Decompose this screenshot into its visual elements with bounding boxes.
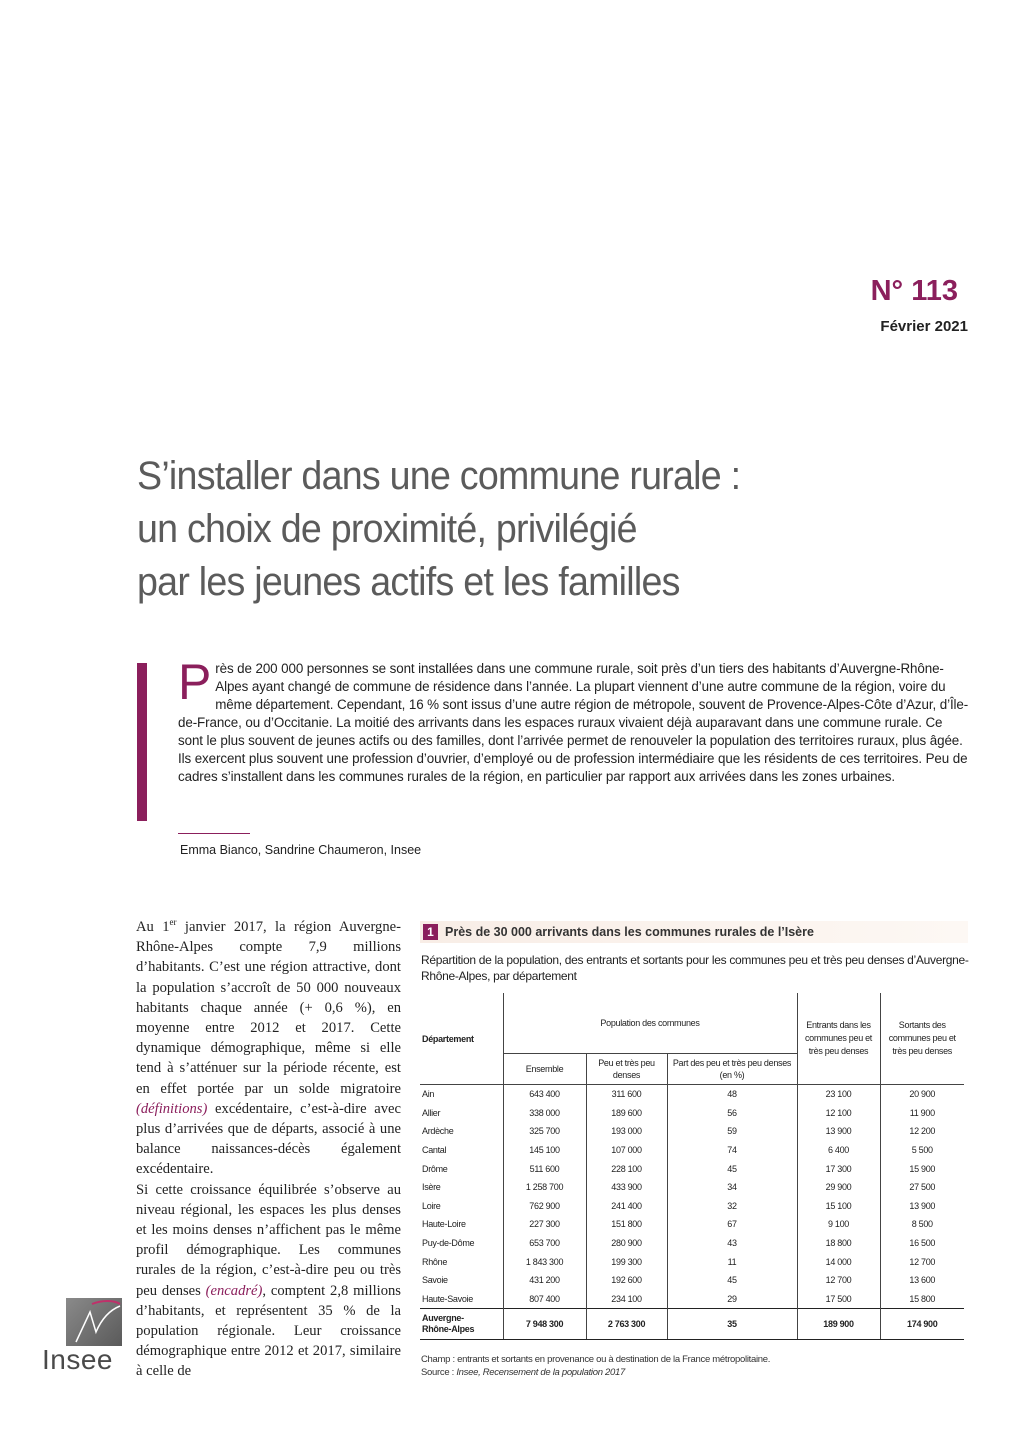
figure-title: Près de 30 000 arrivants dans les communes rurales de l’Isère <box>445 925 814 939</box>
abstract <box>178 654 970 786</box>
issue-date: Février 2021 <box>880 318 968 335</box>
table-row <box>420 1122 964 1141</box>
figure-notes <box>421 1353 770 1379</box>
body-text-run: excédentaire, c’est-à-dire avec plus d’arrivées que de départs, associé à une balance naissances-décès également excédentaire. <box>136 1100 401 1178</box>
title-line-2: un choix de proximité, privilégié <box>137 507 637 551</box>
total-label-line-1: Auvergne- <box>422 1313 464 1324</box>
total-label-line-2: Rhône-Alpes <box>422 1324 475 1335</box>
table-cell-part: 11 <box>667 1252 797 1271</box>
table-cell-peu: 193 000 <box>586 1122 667 1141</box>
table-cell-dep: Puy-de-Dôme <box>422 1238 475 1249</box>
table-cell-ensemble: 7 948 300 <box>503 1309 586 1340</box>
abstract-dropcap: P <box>178 654 212 710</box>
table-cell-part: 45 <box>667 1159 797 1178</box>
table-cell-entrants: 14 000 <box>797 1252 880 1271</box>
table-cell-peu: 280 900 <box>586 1234 667 1253</box>
figure-number: 1 <box>423 924 438 940</box>
header-ensemble: Ensemble <box>503 1054 586 1085</box>
table-cell-sortants: 15 800 <box>880 1290 964 1309</box>
note-champ: Champ : entrants et sortants en provenance ou à destination de la France métropolitaine. <box>421 1354 771 1365</box>
page-title <box>137 450 851 609</box>
table-cell-peu: 433 900 <box>586 1178 667 1197</box>
table-cell-part: 74 <box>667 1141 797 1160</box>
insee-logo-mark <box>66 1298 122 1346</box>
table-cell-dep: Rhône <box>422 1256 448 1267</box>
table-cell-entrants: 189 900 <box>797 1309 880 1340</box>
table-cell-ensemble: 643 400 <box>503 1085 586 1104</box>
table-cell-entrants: 15 100 <box>797 1197 880 1216</box>
table-cell-ensemble: 227 300 <box>503 1215 586 1234</box>
table-cell-entrants: 23 100 <box>797 1085 880 1104</box>
table-cell-dep: Cantal <box>422 1145 447 1156</box>
table-cell-peu: 228 100 <box>586 1159 667 1178</box>
table-cell-sortants: 12 700 <box>880 1252 964 1271</box>
table-row-total <box>420 1309 964 1340</box>
header-sortants: Sortants des communes peu et très peu denses <box>880 993 964 1085</box>
table-cell-part: 59 <box>667 1122 797 1141</box>
table-cell-part: 34 <box>667 1178 797 1197</box>
table-cell-part: 32 <box>667 1197 797 1216</box>
table-cell-ensemble: 653 700 <box>503 1234 586 1253</box>
table-cell-dep: Haute-Loire <box>422 1219 466 1230</box>
table-cell-dep: Haute-Savoie <box>422 1293 473 1304</box>
note-source <box>421 1366 770 1379</box>
table-cell-entrants: 13 900 <box>797 1122 880 1141</box>
table-cell-peu: 151 800 <box>586 1215 667 1234</box>
table-row <box>420 1271 964 1290</box>
table-cell-sortants: 20 900 <box>880 1085 964 1104</box>
table-row <box>420 1252 964 1271</box>
table-cell-ensemble: 511 600 <box>503 1159 586 1178</box>
table-cell-sortants: 16 500 <box>880 1234 964 1253</box>
table-cell-sortants: 174 900 <box>880 1309 964 1340</box>
table-cell-sortants: 13 600 <box>880 1271 964 1290</box>
header-population: Population des communes <box>503 993 797 1054</box>
table-cell-sortants: 5 500 <box>880 1141 964 1160</box>
insee-logo-text: Insee <box>42 1344 113 1375</box>
table-cell-peu: 311 600 <box>586 1085 667 1104</box>
table-cell-part: 45 <box>667 1271 797 1290</box>
table-cell-entrants: 6 400 <box>797 1141 880 1160</box>
table-cell-dep: Ardèche <box>422 1126 454 1137</box>
table-row <box>420 1197 964 1216</box>
body-text-run: janvier 2017, la région Auvergne-Rhône-Alpes compte 7,9 millions d’habitants. C’est une région attractive, dont la population s’accroît de 50 000 nouveaux habitants chaque année (+ 0,6 %), en moyenne entre 2012 et 2017. Cette dynamique démographique, même si elle tend à s’atténuer sur la période récente, est en effet portée par un solde migratoire <box>136 919 401 1097</box>
table-cell-dep <box>420 1309 503 1340</box>
table-cell-ensemble: 338 000 <box>503 1104 586 1123</box>
abstract-text: rès de 200 000 personnes se sont installées dans une commune rurale, soit près d’un tiers des habitants d’Auvergne-Rhône-Alpes ayant changé de commune de résidence dans l’année. La plupart viennent d’une autre commune de la région, voire du même département. Cependant, 16 % sont issus d’une autre région de métropole, souvent de Provence-Alpes-Côte d’Azur, d’Île-de-France, ou d’Occitanie. La moitié des arrivants dans les espaces ruraux vivaient déjà auparavant dans une commune rurale. Ce sont le plus souvent de jeunes actifs ou des familles, dont l’arrivée permet de renouveler la population des territoires ruraux, plus âgée. Ils exercent plus souvent une profession d’ouvrier, d’employé ou de profession intermédiaire que les résidents de ces territoires. Peu de cadres s’installent dans les communes rurales de la région, en particulier par rapport aux arrivées dans les zones urbaines. <box>178 661 969 784</box>
table-cell-entrants: 12 100 <box>797 1104 880 1123</box>
table-cell-dep: Savoie <box>422 1275 448 1286</box>
table-cell-ensemble: 807 400 <box>503 1290 586 1309</box>
encadre-link[interactable]: (encadré) <box>205 1282 263 1299</box>
table-cell-ensemble: 1 843 300 <box>503 1252 586 1271</box>
table-cell-peu: 107 000 <box>586 1141 667 1160</box>
table-cell-sortants: 13 900 <box>880 1197 964 1216</box>
table-cell-sortants: 11 900 <box>880 1104 964 1123</box>
body-text-run: Si cette croissance équilibrée s’observe au niveau régional, les espaces les plus denses et les moins denses n’affichent pas le même profil démographique. Les communes rurales de la région, c’est-à-dire peu ou très peu denses <box>136 1181 401 1299</box>
abstract-accent-bar <box>137 663 147 821</box>
table-cell-peu: 2 763 300 <box>586 1309 667 1340</box>
table-cell-ensemble: 325 700 <box>503 1122 586 1141</box>
table-cell-dep: Loire <box>422 1200 441 1211</box>
table-cell-ensemble: 431 200 <box>503 1271 586 1290</box>
header-entrants: Entrants dans les communes peu et très peu denses <box>797 993 880 1085</box>
table-cell-entrants: 18 800 <box>797 1234 880 1253</box>
table-cell-entrants: 9 100 <box>797 1215 880 1234</box>
table-cell-part: 67 <box>667 1215 797 1234</box>
table-cell-entrants: 12 700 <box>797 1271 880 1290</box>
issue-number: N° 113 <box>870 275 958 307</box>
table-row <box>420 1290 964 1309</box>
table-cell-sortants: 27 500 <box>880 1178 964 1197</box>
table-cell-ensemble: 1 258 700 <box>503 1178 586 1197</box>
table-cell-ensemble: 145 100 <box>503 1141 586 1160</box>
table-cell-part: 56 <box>667 1104 797 1123</box>
table-cell-peu: 192 600 <box>586 1271 667 1290</box>
title-line-3: par les jeunes actifs et les familles <box>137 560 680 604</box>
table-cell-dep: Ain <box>422 1089 435 1100</box>
table-cell-sortants: 15 900 <box>880 1159 964 1178</box>
data-table <box>420 993 964 1340</box>
figure-subtitle: Répartition de la population, des entrants et sortants pour les communes peu et très peu denses d’Auvergne-Rhône-Alpes, par département <box>421 953 969 983</box>
table-cell-part: 35 <box>667 1309 797 1340</box>
insee-logo-icon <box>66 1298 122 1346</box>
body-text <box>136 917 401 1382</box>
table-cell-dep: Drôme <box>422 1163 448 1174</box>
table-cell-part: 29 <box>667 1290 797 1309</box>
table-cell-entrants: 29 900 <box>797 1178 880 1197</box>
author-divider <box>178 833 250 834</box>
body-superscript: er <box>169 917 177 928</box>
body-text-run: Au 1 <box>136 919 170 935</box>
table-row <box>420 1159 964 1178</box>
table-cell-ensemble: 762 900 <box>503 1197 586 1216</box>
definitions-link[interactable]: (définitions) <box>136 1100 208 1117</box>
note-source-text: Insee, Recensement de la population 2017 <box>456 1367 625 1378</box>
body-paragraph-1 <box>136 917 401 1180</box>
authors: Emma Bianco, Sandrine Chaumeron, Insee <box>180 843 422 857</box>
table-row <box>420 1234 964 1253</box>
table-cell-part: 48 <box>667 1085 797 1104</box>
table-cell-peu: 241 400 <box>586 1197 667 1216</box>
table-row <box>420 1141 964 1160</box>
table-row <box>420 1215 964 1234</box>
body-text-run: , comptent 2,8 millions d’habitants, et représentent 35 % de la population régionale. Leur croissance démographique entre 2012 et 2017, similaire à celle de <box>136 1282 401 1380</box>
body-paragraph-2 <box>136 1180 401 1382</box>
table-cell-entrants: 17 300 <box>797 1159 880 1178</box>
table-cell-sortants: 8 500 <box>880 1215 964 1234</box>
table-row <box>420 1085 964 1104</box>
header-departement: Département <box>422 1033 474 1044</box>
table-cell-entrants: 17 500 <box>797 1290 880 1309</box>
table-row <box>420 1104 964 1123</box>
title-line-1: S’installer dans une commune rurale : <box>137 454 741 498</box>
table-row <box>420 1178 964 1197</box>
note-source-label: Source : <box>421 1367 457 1378</box>
header-peu-denses: Peu et très peu denses <box>586 1054 667 1085</box>
table-cell-peu: 199 300 <box>586 1252 667 1271</box>
table-cell-part: 43 <box>667 1234 797 1253</box>
table-cell-dep: Allier <box>422 1107 441 1118</box>
table-cell-peu: 234 100 <box>586 1290 667 1309</box>
table-cell-dep: Isère <box>422 1182 441 1193</box>
header-part: Part des peu et très peu denses (en %) <box>667 1054 797 1085</box>
table-cell-sortants: 12 200 <box>880 1122 964 1141</box>
table-cell-peu: 189 600 <box>586 1104 667 1123</box>
